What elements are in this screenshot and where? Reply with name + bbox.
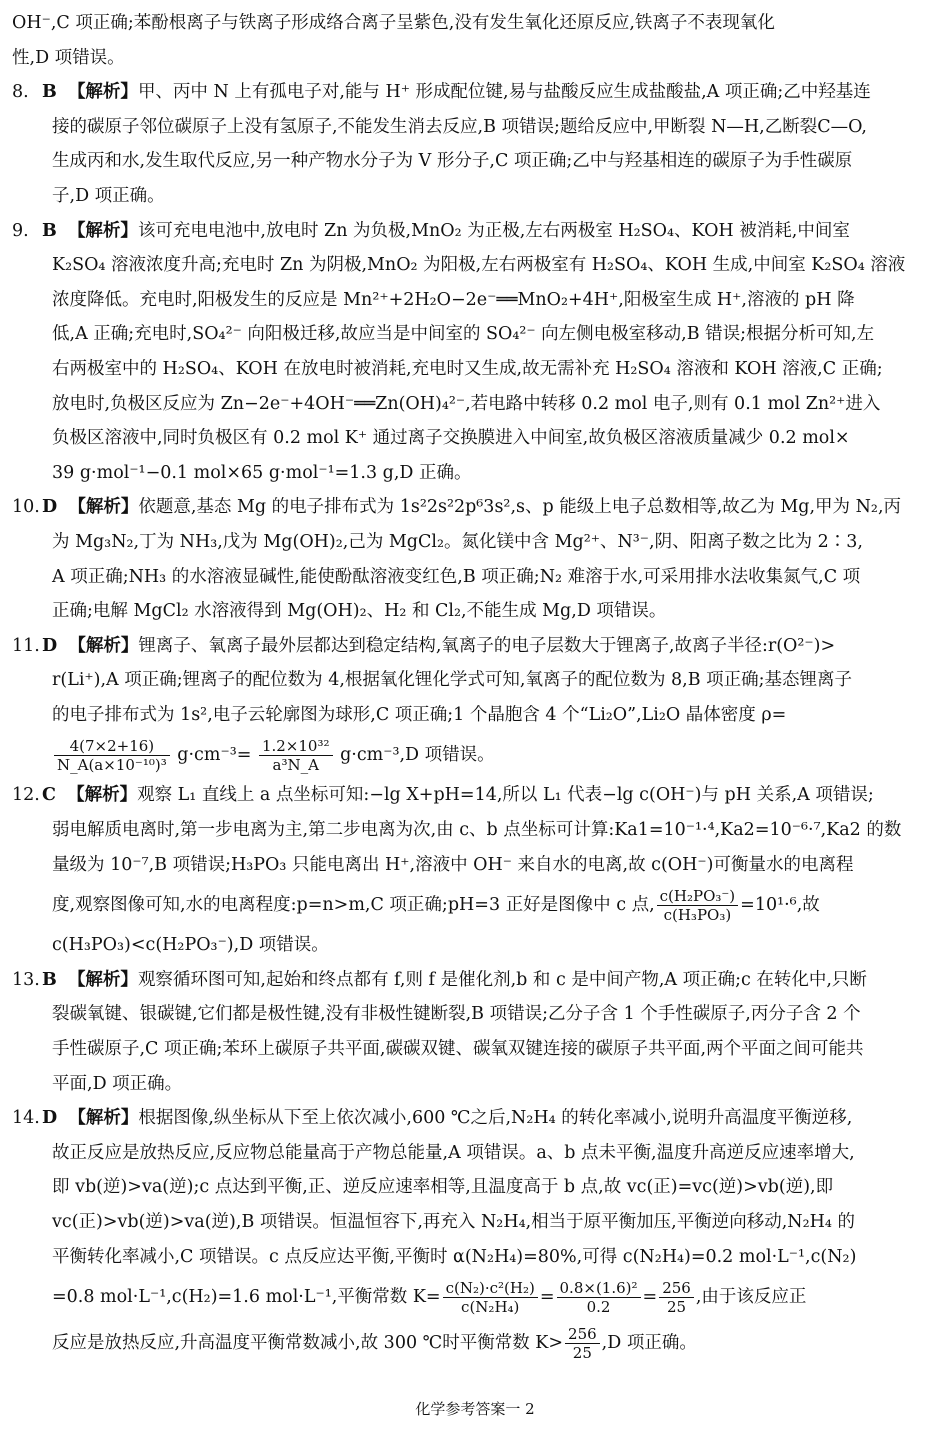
text-content: 依题意,基态 Mg 的电子排布式为 1s²2s²2p⁶3s²,s、p 能级上电子总数相等,故乙为 Mg,甲为 N₂,丙 [138,497,902,518]
numerator: c(N₂)·c²(H₂) [443,1279,538,1298]
text-line [12,963,934,998]
text-line: vc(正)>vb(逆)>va(逆),B 项错误。恒温恒容下,再充入 N₂H₄,相当于原平衡加压,平衡逆向移动,N₂H₄ 的 [52,1212,855,1232]
denominator: N_A(a×10⁻¹⁰)³ [57,756,167,775]
text-content: 根据图像,纵坐标从下至上依次减小,600 ℃之后,N₂H₄ 的转化率减小,说明升高温度平衡逆移, [138,1108,853,1129]
text-line: A 项正确;NH₃ 的水溶液显碱性,能使酚酞溶液变红色,B 项正确;N₂ 难溶于水,可采用排水法收集氮气,C 项 [52,566,861,587]
answer-item-11 [12,629,934,779]
analysis-tag: 【解析】 [67,969,138,990]
text-line: r(Li⁺),A 项正确;锂离子的配位数为 4,根据氧化锂化学式可知,氧离子的配位数为 8,B 项正确;基态锂离子 [52,670,853,691]
text-line: 39 g·mol⁻¹−0.1 mol×65 g·mol⁻¹=1.3 g,D 正确。 [52,462,472,483]
text-content: ,D 项正确。 [601,1333,697,1354]
text-line: 放电时,负极区反应为 Zn−2e⁻+4OH⁻══Zn(OH)₄²⁻,若电路中转移 0.2 mol 电子,则有 0.1 mol Zn²⁺进入 [52,393,881,414]
fraction [557,1279,641,1316]
text-line: 性,D 项错误。 [12,47,125,68]
item-number: 13. [12,969,40,990]
text-line: 低,A 正确;充电时,SO₄²⁻ 向阳极迁移,故应当是中间室的 SO₄²⁻ 向左侧电极室移动,B 错误;根据分析可知,左 [52,324,875,345]
answer-item-13 [12,963,934,1101]
text-line: 手性碳原子,C 项正确;苯环上碳原子共平面,碳碳双键、碳氧双键连接的碳原子共平面,两个平面之间可能共 [52,1039,864,1060]
text-line: 的电子排布式为 1s²,电子云轮廓图为球形,C 项正确;1 个晶胞含 4 个“Li₂O”,Li₂O 晶体密度 ρ= [52,704,787,725]
numerator: 4(7×2+16) [54,737,170,756]
text-line: 量级为 10⁻⁷,B 项错误;H₃PO₃ 只能电离出 H⁺,溶液中 OH⁻ 来自水的电离,故 c(OH⁻)可衡量水的电离程 [52,854,854,875]
answer-letter: B [42,82,57,103]
item-number: 9. [12,220,29,241]
text-content: 观察循环图可知,起始和终点都有 f,则 f 是催化剂,b 和 c 是中间产物,A 项正确;c 在转化中,只断 [137,969,867,990]
text-line: 裂碳氧键、银碳键,它们都是极性键,没有非极性键断裂,B 项错误;乙分子含 1 个手性碳原子,丙分子含 2 个 [52,1004,861,1025]
answer-letter: B [42,969,57,990]
numerator: c(H₂PO₃⁻) [657,887,739,906]
text-content: 甲、丙中 N 上有孤电子对,能与 H⁺ 形成配位键,易与盐酸反应生成盐酸盐,A 项正确;乙中羟基连 [137,82,871,103]
item-number: 14. [12,1108,40,1129]
text-content: 反应是放热反应,升高温度平衡常数减小,故 300 ℃时平衡常数 K> [52,1333,564,1354]
fraction [659,1279,694,1316]
answer-letter: D [42,635,58,656]
text-content: 锂离子、氧离子最外层都达到稳定结构,氧离子的电子层数大于锂离子,故离子半径:r(O²⁻)> [138,635,836,656]
unit-text: g·cm⁻³,D 项错误。 [340,745,495,766]
numerator: 1.2×10³² [259,737,333,756]
equals-sign: = [642,1287,658,1308]
analysis-tag: 【解析】 [67,82,138,103]
text-line [12,629,934,664]
fraction [54,737,170,774]
text-content: =10¹·⁶,故 [740,895,820,916]
answer-letter: B [42,220,57,241]
intro-block [12,6,934,75]
text-line [12,490,934,525]
text-line [12,1101,934,1136]
text-line [12,778,934,813]
item-number: 12. [12,785,40,806]
item-number: 8. [12,82,29,103]
text-content: 该可充电电池中,放电时 Zn 为负极,MnO₂ 为正极,左右两极室 H₂SO₄、KOH 被消耗,中间室 [137,220,850,241]
denominator: 25 [572,1344,592,1363]
text-line: c(H₃PO₃)<c(H₂PO₃⁻),D 项错误。 [52,935,329,956]
answer-letter: D [42,497,58,518]
text-line: 正确;电解 MgCl₂ 水溶液得到 Mg(OH)₂、H₂ 和 Cl₂,不能生成 Mg,D 项错误。 [52,601,667,622]
analysis-tag: 【解析】 [67,785,138,806]
text-line: 平衡转化率减小,C 项错误。c 点反应达平衡,平衡时 α(N₂H₄)=80%,可得 c(N₂H₄)=0.2 mol·L⁻¹,c(N₂) [52,1246,857,1267]
answer-page [12,6,934,1366]
formula-line [12,732,934,778]
answer-letter: D [42,1108,58,1129]
text-content: ,由于该反应正 [695,1287,807,1308]
text-content: =0.8 mol·L⁻¹,c(H₂)=1.6 mol·L⁻¹,平衡常数 K= [52,1287,441,1308]
text-line: OH⁻,C 项正确;苯酚根离子与铁离子形成络合离子呈紫色,没有发生氧化还原反应,铁离子不表现氧化 [12,13,775,33]
fraction [259,737,333,774]
numerator: 256 [565,1325,600,1344]
denominator: 0.2 [586,1298,611,1317]
denominator: c(N₂H₄) [461,1298,520,1317]
text-line: 即 vb(逆)>va(逆);c 点达到平衡,正、逆反应速率相等,且温度高于 b 点,故 vc(正)=vc(逆)>vb(逆),即 [52,1177,834,1198]
denominator: a³N_A [272,756,319,775]
text-line [12,75,934,110]
formula-line [12,1320,934,1366]
analysis-tag: 【解析】 [67,220,138,241]
formula-line [12,882,934,928]
denominator: c(H₃PO₃) [663,906,732,925]
analysis-tag: 【解析】 [68,1108,139,1129]
analysis-tag: 【解析】 [68,497,139,518]
text-content: 度,观察图像可知,水的电离程度:p=n>m,C 项正确;pH=3 正好是图像中 c 点, [52,895,655,916]
text-line: 负极区溶液中,同时负极区有 0.2 mol K⁺ 通过离子交换膜进入中间室,故负极区溶液质量减少 0.2 mol× [52,428,850,449]
text-line: 接的碳原子邻位碳原子上没有氢原子,不能发生消去反应,B 项错误;题给反应中,甲断裂 N—H,乙断裂C—O, [52,116,867,137]
text-line: 故正反应是放热反应,反应物总能量高于产物总能量,A 项错误。a、b 点未平衡,温度升高逆反应速率增大, [52,1142,855,1163]
answer-letter: C [42,785,56,806]
equals-sign: = [539,1287,555,1308]
text-line: 平面,D 项正确。 [52,1073,183,1094]
text-line: 生成丙和水,发生取代反应,另一种产物水分子为 V 形分子,C 项正确;乙中与羟基相连的碳原子为手性碳原 [52,151,853,172]
text-line: 浓度降低。充电时,阳极发生的反应是 Mn²⁺+2H₂O−2e⁻══MnO₂+4H⁺,阳极室生成 H⁺,溶液的 pH 降 [52,289,855,310]
fraction [565,1325,600,1362]
text-line: 子,D 项正确。 [52,185,165,206]
fraction [657,887,739,924]
text-line [12,214,934,249]
answer-item-8 [12,75,934,213]
text-line: 弱电解质电离时,第一步电离为主,第二步电离为次,由 c、b 点坐标可计算:Ka1=10⁻¹·⁴,Ka2=10⁻⁶·⁷,Ka2 的数 [52,820,902,841]
answer-item-9 [12,214,934,491]
numerator: 256 [659,1279,694,1298]
text-line: 右两极室中的 H₂SO₄、KOH 在放电时被消耗,充电时又生成,故无需补充 H₂SO₄ 溶液和 KOH 溶液,C 正确; [52,358,883,379]
unit-text: g·cm⁻³= [177,745,252,766]
formula-line [12,1274,934,1320]
text-content: 观察 L₁ 直线上 a 点坐标可知:−lg X+pH=14,所以 L₁ 代表−lg c(OH⁻)与 pH 关系,A 项错误; [137,785,874,806]
analysis-tag: 【解析】 [68,635,139,656]
text-line: K₂SO₄ 溶液浓度升高;充电时 Zn 为阴极,MnO₂ 为阳极,左右两极室有 H₂SO₄、KOH 生成,中间室 K₂SO₄ 溶液 [52,255,906,276]
answer-item-12 [12,778,934,962]
denominator: 25 [666,1298,687,1317]
page-footer: 化学参考答案一 2 [415,1400,535,1418]
numerator: 0.8×(1.6)² [557,1279,641,1298]
answer-item-14 [12,1101,934,1366]
answer-item-10 [12,490,934,628]
fraction [443,1279,538,1316]
text-line: 为 Mg₃N₂,丁为 NH₃,戊为 Mg(OH)₂,己为 MgCl₂。氮化镁中含 Mg²⁺、N³⁻,阴、阳离子数之比为 2∶3, [52,531,863,552]
item-number: 11. [12,635,40,656]
item-number: 10. [12,497,40,518]
